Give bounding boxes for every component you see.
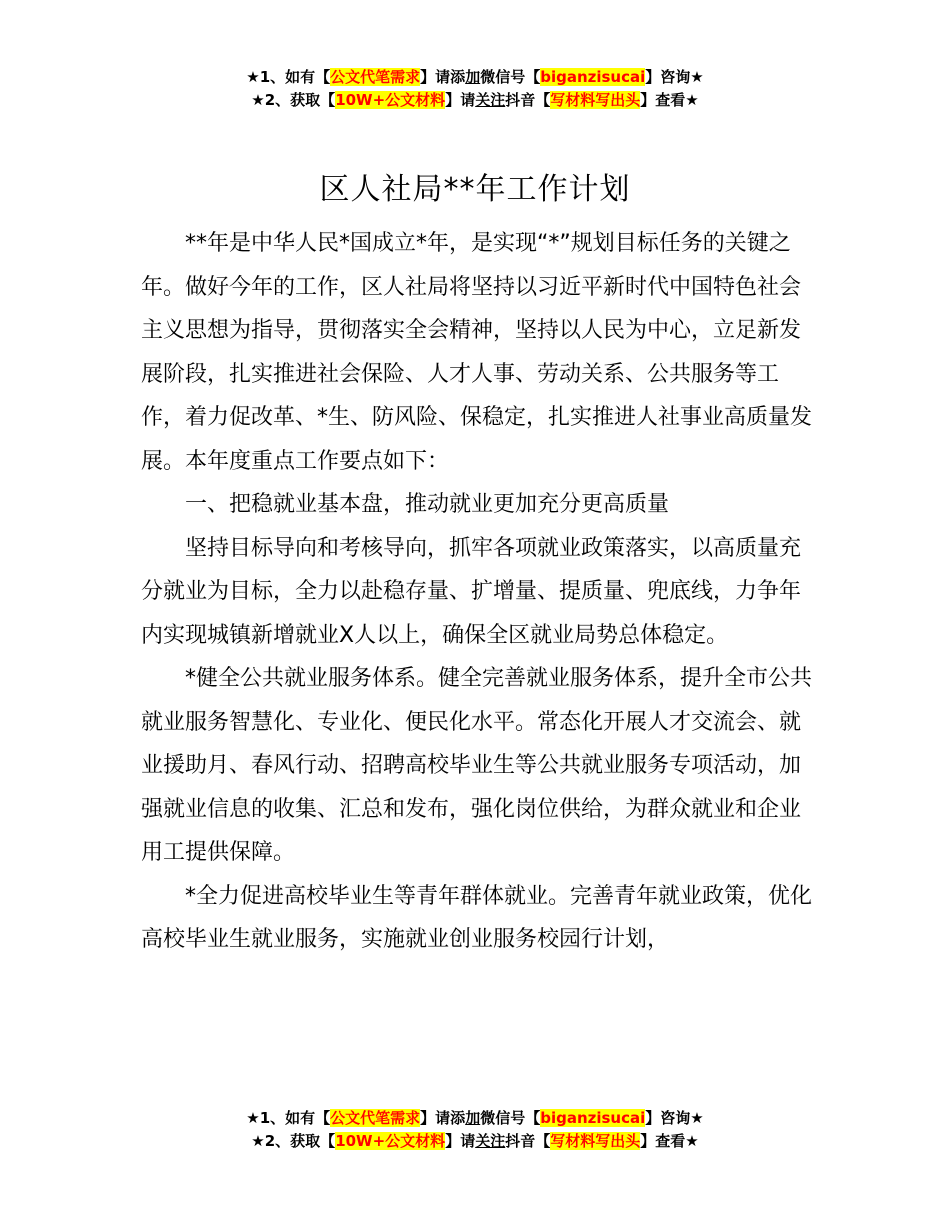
banner-text: 微信号【 <box>480 68 541 86</box>
banner-underline: 关注 <box>475 91 506 109</box>
banner-text: ★2、获取【 <box>251 91 336 109</box>
banner-underline: 关注 <box>475 1132 506 1150</box>
banner-highlight: 公文代笔需求 <box>330 68 421 86</box>
section-heading: 一、把稳就业基本盘，推动就业更加充分更高质量 <box>185 492 670 517</box>
banner-text: 】咨询★ <box>645 1109 704 1127</box>
document-title: 区人社局**年工作计划 <box>319 172 631 207</box>
paragraph: **年是中华人民*国成立*年，是实现“*”规划目标任务的关键之年。做好今年的工作，区人社局将坚持以习近平新时代中国特色社会主义思想为指导，贯彻落实全会精神，坚持以人民为中心，立足新发展阶段，扎实推进社会保险、人才人事、劳动关系、公共服务等工作，着力促改革、*生、防风险、保稳定，扎实推进人社事业高质量发展。本年度重点工作要点如下： <box>141 231 813 474</box>
banner-text: ★1、如有【 <box>246 68 331 86</box>
document-body <box>141 222 813 962</box>
banner-highlight: 10W+公文材料 <box>335 1132 446 1150</box>
paragraph: 坚持目标导向和考核导向，抓牢各项就业政策落实，以高质量充分就业为目标，全力以赴稳存量、扩增量、提质量、兜底线，力争年内实现城镇新增就业X人以上，确保全区就业局势总体稳定。 <box>141 535 802 648</box>
banner-highlight: biganzisucai <box>540 1109 646 1127</box>
header-banner <box>0 66 950 112</box>
banner-text: 】请添 <box>420 68 466 86</box>
banner-underline: 加 <box>465 1109 481 1127</box>
banner-highlight: 10W+公文材料 <box>335 91 446 109</box>
paragraph: *健全公共就业服务体系。健全完善就业服务体系，提升全市公共就业服务智慧化、专业化、便民化水平。常态化开展人才交流会、就业援助月、春风行动、招聘高校毕业生等公共就业服务专项活动，加强就业信息的收集、汇总和发布，强化岗位供给，为群众就业和企业用工提供保障。 <box>141 666 813 865</box>
banner-line-1 <box>0 1107 950 1130</box>
banner-line-1 <box>0 66 950 89</box>
banner-text: 】请 <box>445 1132 476 1150</box>
paragraph: *全力促进高校毕业生等青年群体就业。完善青年就业政策，优化高校毕业生就业服务，实施就业创业服务校园行计划， <box>141 883 813 952</box>
footer-banner <box>0 1107 950 1153</box>
banner-text: 微信号【 <box>480 1109 541 1127</box>
banner-text: 】请 <box>445 91 476 109</box>
banner-text: ★1、如有【 <box>246 1109 331 1127</box>
banner-text: ★2、获取【 <box>251 1132 336 1150</box>
banner-underline: 加 <box>465 68 481 86</box>
banner-highlight: 写材料写出头 <box>550 91 641 109</box>
banner-text: 】咨询★ <box>645 68 704 86</box>
banner-line-2 <box>0 89 950 112</box>
banner-text: 】查看★ <box>640 1132 699 1150</box>
banner-text: 】查看★ <box>640 91 699 109</box>
banner-highlight: 公文代笔需求 <box>330 1109 421 1127</box>
banner-highlight: 写材料写出头 <box>550 1132 641 1150</box>
banner-text: 抖音【 <box>505 1132 551 1150</box>
banner-text: 抖音【 <box>505 91 551 109</box>
banner-highlight: biganzisucai <box>540 68 646 86</box>
banner-text: 】请添 <box>420 1109 466 1127</box>
banner-line-2 <box>0 1130 950 1153</box>
